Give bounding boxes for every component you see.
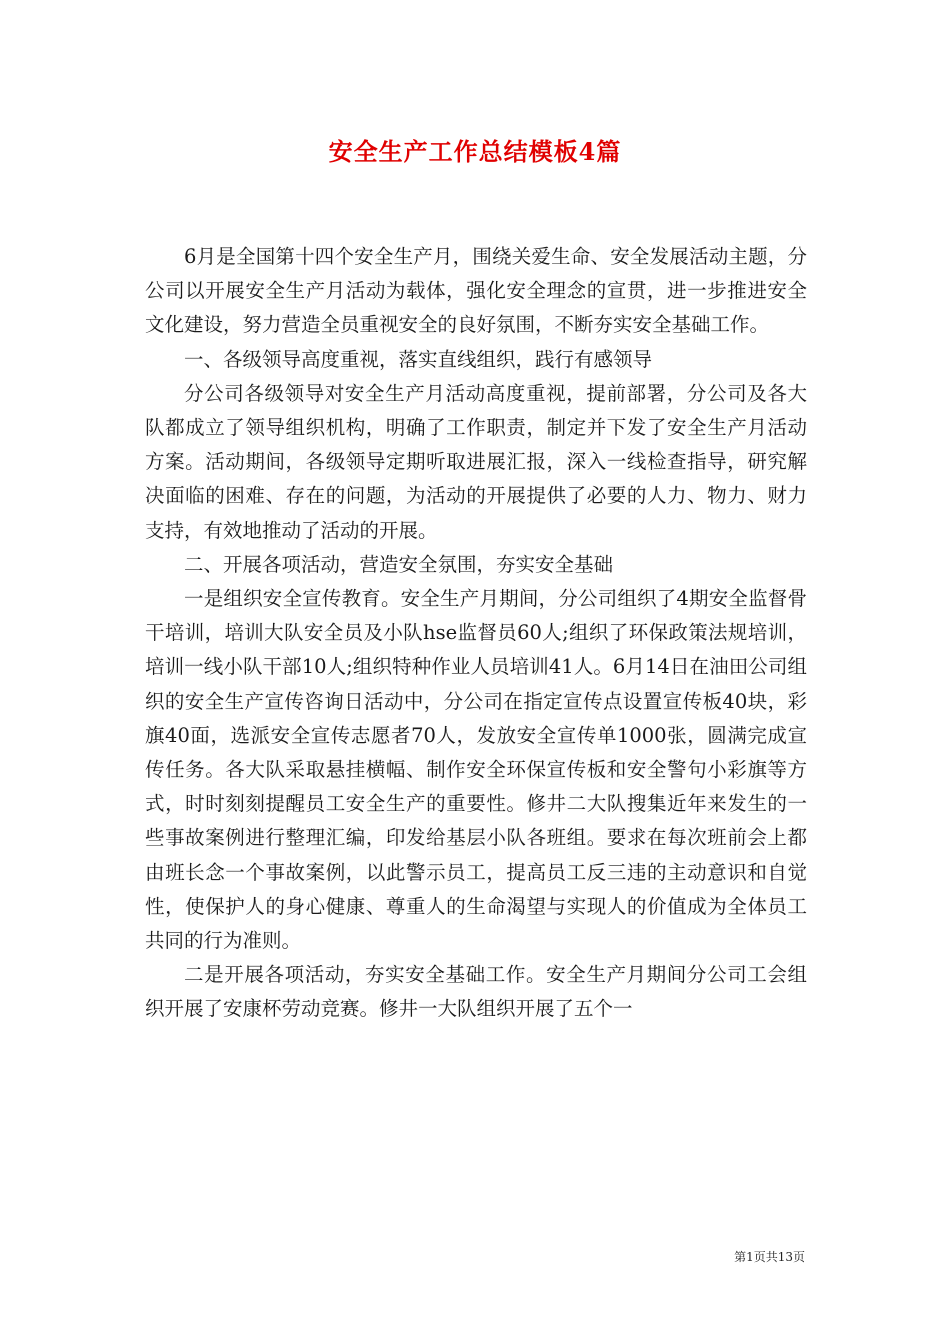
section-heading-2: 二、开展各项活动，营造安全氛围，夯实安全基础: [184, 552, 614, 576]
paragraph-safety-education: 一是组织安全宣传教育。安全生产月期间，分公司组织了4期安全监督骨干培训，培训大队安全员及小队hse监督员60人;组织了环保政策法规培训，培训一线小队干部10人;组织特种作业人员培训41人。6月14日在油田公司组织的安全生产宣传咨询日活动中，分公司在指定宣传点设置宣传板40块，彩旗40面，选派安全宣传志愿者70人，发放安全宣传单1000张，圆满完成宣传任务。各大队采取悬挂横幅、制作安全环保宣传板和安全警句小彩旗等方式，时时刻刻提醒员工安全生产的重要性。修井二大队搜集近年来发生的一些事故案例进行整理汇编，印发给基层小队各班组。要求在每次班前会上都由班长念一个事故案例，以此警示员工，提高员工反三违的主动意识和自觉性，使保护人的身心健康、尊重人的生命渴望与实现人的价值成为全体员工共同的行为准则。: [145, 587, 807, 953]
document-body: [145, 240, 807, 1027]
paragraph-leadership: 分公司各级领导对安全生产月活动高度重视，提前部署，分公司及各大队都成立了领导组织机构，明确了工作职责，制定并下发了安全生产月活动方案。活动期间，各级领导定期听取进展汇报，深入一线检查指导，研究解决面临的困难、存在的问题，为活动的开展提供了必要的人力、物力、财力支持，有效地推动了活动的开展。: [145, 381, 807, 542]
page-number: 第1页共13页: [734, 1250, 805, 1264]
document-title: 安全生产工作总结模板4篇: [328, 137, 622, 166]
paragraph-activities: 二是开展各项活动，夯实安全基础工作。安全生产月期间分公司工会组织开展了安康杯劳动竞赛。修井一大队组织开展了五个一: [145, 963, 807, 1021]
paragraph-intro: 6月是全国第十四个安全生产月，围绕关爱生命、安全发展活动主题，分公司以开展安全生产月活动为载体，强化安全理念的宣贯，进一步推进安全文化建设，努力营造全员重视安全的良好氛围，不断夯实安全基础工作。: [145, 245, 807, 337]
section-heading-1: 一、各级领导高度重视，落实直线组织，践行有感领导: [184, 347, 653, 371]
